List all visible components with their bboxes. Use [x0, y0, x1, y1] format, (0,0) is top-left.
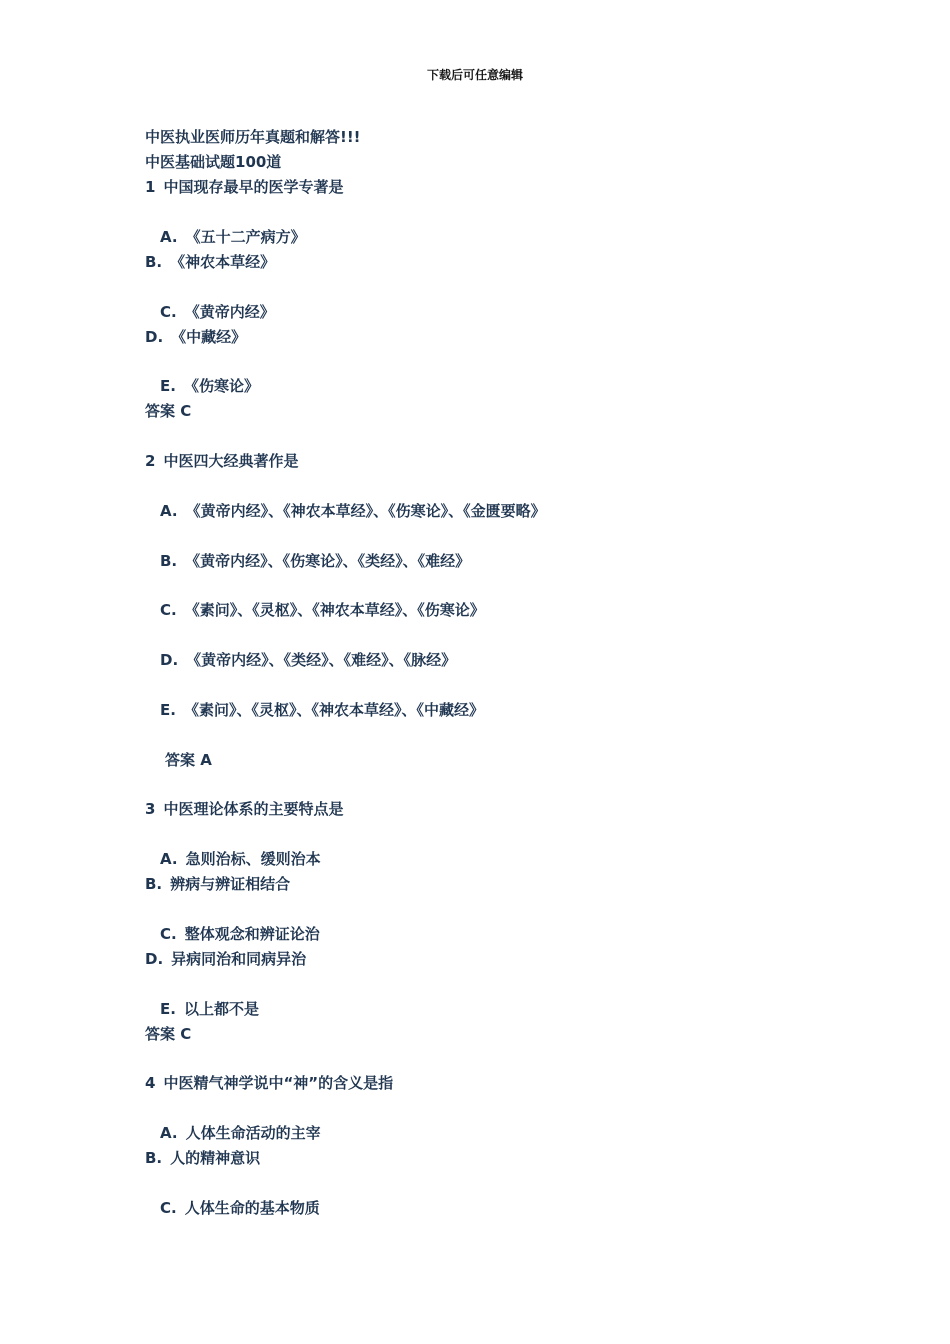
- q3-answer: 答案 C: [145, 1025, 192, 1043]
- option-label: E.: [160, 701, 176, 719]
- document-title: 中医执业医师历年真题和解答!!!: [145, 128, 361, 146]
- option-text: 《黄帝内经》、《类经》、《难经》、《脉经》: [186, 651, 457, 669]
- q1-option-a: [160, 226, 306, 248]
- option-label: A.: [160, 850, 178, 868]
- option-label: C.: [160, 303, 177, 321]
- option-label: D.: [160, 651, 179, 669]
- q3-option-b: [145, 873, 290, 895]
- q2-option-e: [160, 699, 484, 721]
- option-label: B.: [160, 552, 178, 570]
- option-text: 急则治标、缓则治本: [185, 850, 321, 868]
- option-label: E.: [160, 1000, 176, 1018]
- q3-option-c: [160, 923, 320, 945]
- question-number: 3: [145, 800, 156, 818]
- option-label: A.: [160, 502, 178, 520]
- option-label: C.: [160, 601, 177, 619]
- q3-option-d: [145, 948, 306, 970]
- document-subtitle: 中医基础试题100道: [145, 153, 282, 171]
- option-text: 辨病与辨证相结合: [170, 875, 291, 893]
- option-text: 整体观念和辨证论治: [184, 925, 320, 943]
- q2-option-b: [160, 550, 470, 572]
- q1-option-d: [145, 326, 246, 348]
- option-text: 《中藏经》: [171, 328, 247, 346]
- q2-option-a: [160, 500, 546, 522]
- q3-option-e: [160, 998, 259, 1020]
- page-header: 下载后可任意编辑: [426, 68, 523, 82]
- option-label: B.: [145, 1149, 163, 1167]
- q4-option-b: [145, 1147, 260, 1169]
- option-label: C.: [160, 925, 177, 943]
- option-label: B.: [145, 253, 163, 271]
- question-stem: 中医精气神学说中“神”的含义是指: [163, 1074, 394, 1092]
- q1-option-c: [160, 301, 275, 323]
- option-text: 人体生命活动的主宰: [185, 1124, 321, 1142]
- option-text: 人体生命的基本物质: [184, 1199, 320, 1217]
- question-1: [145, 176, 343, 198]
- option-text: 以上都不是: [183, 1000, 259, 1018]
- option-text: 《五十二产病方》: [185, 228, 306, 246]
- q4-option-a: [160, 1122, 321, 1144]
- question-number: 1: [145, 178, 156, 196]
- option-label: A.: [160, 228, 178, 246]
- option-text: 《黄帝内经》、《神农本草经》、《伤寒论》、《金匮要略》: [185, 502, 546, 520]
- question-stem: 中医四大经典著作是: [163, 452, 299, 470]
- question-number: 2: [145, 452, 156, 470]
- option-label: D.: [145, 328, 164, 346]
- option-text: 《伤寒论》: [183, 377, 259, 395]
- question-number: 4: [145, 1074, 156, 1092]
- option-text: 《黄帝内经》: [184, 303, 275, 321]
- option-text: 《神农本草经》: [170, 253, 276, 271]
- option-label: C.: [160, 1199, 177, 1217]
- q1-option-e: [160, 375, 259, 397]
- q2-option-c: [160, 599, 485, 621]
- question-stem: 中医理论体系的主要特点是: [163, 800, 344, 818]
- option-label: A.: [160, 1124, 178, 1142]
- q2-answer: 答案 A: [165, 751, 212, 769]
- option-text: 人的精神意识: [170, 1149, 261, 1167]
- q1-answer: 答案 C: [145, 402, 192, 420]
- question-stem: 中国现存最早的医学专著是: [163, 178, 344, 196]
- option-label: B.: [145, 875, 163, 893]
- option-text: 异病同治和同病异治: [171, 950, 307, 968]
- option-text: 《素问》、《灵枢》、《神农本草经》、《中藏经》: [183, 701, 484, 719]
- option-text: 《黄帝内经》、《伤寒论》、《类经》、《难经》: [185, 552, 471, 570]
- option-label: D.: [145, 950, 164, 968]
- option-text: 《素问》、《灵枢》、《神农本草经》、《伤寒论》: [184, 601, 485, 619]
- q1-option-b: [145, 251, 275, 273]
- question-3: [145, 798, 343, 820]
- question-2: [145, 450, 298, 472]
- question-4: [145, 1072, 393, 1094]
- option-label: E.: [160, 377, 176, 395]
- q3-option-a: [160, 848, 321, 870]
- q2-option-d: [160, 649, 456, 671]
- q4-option-c: [160, 1197, 320, 1219]
